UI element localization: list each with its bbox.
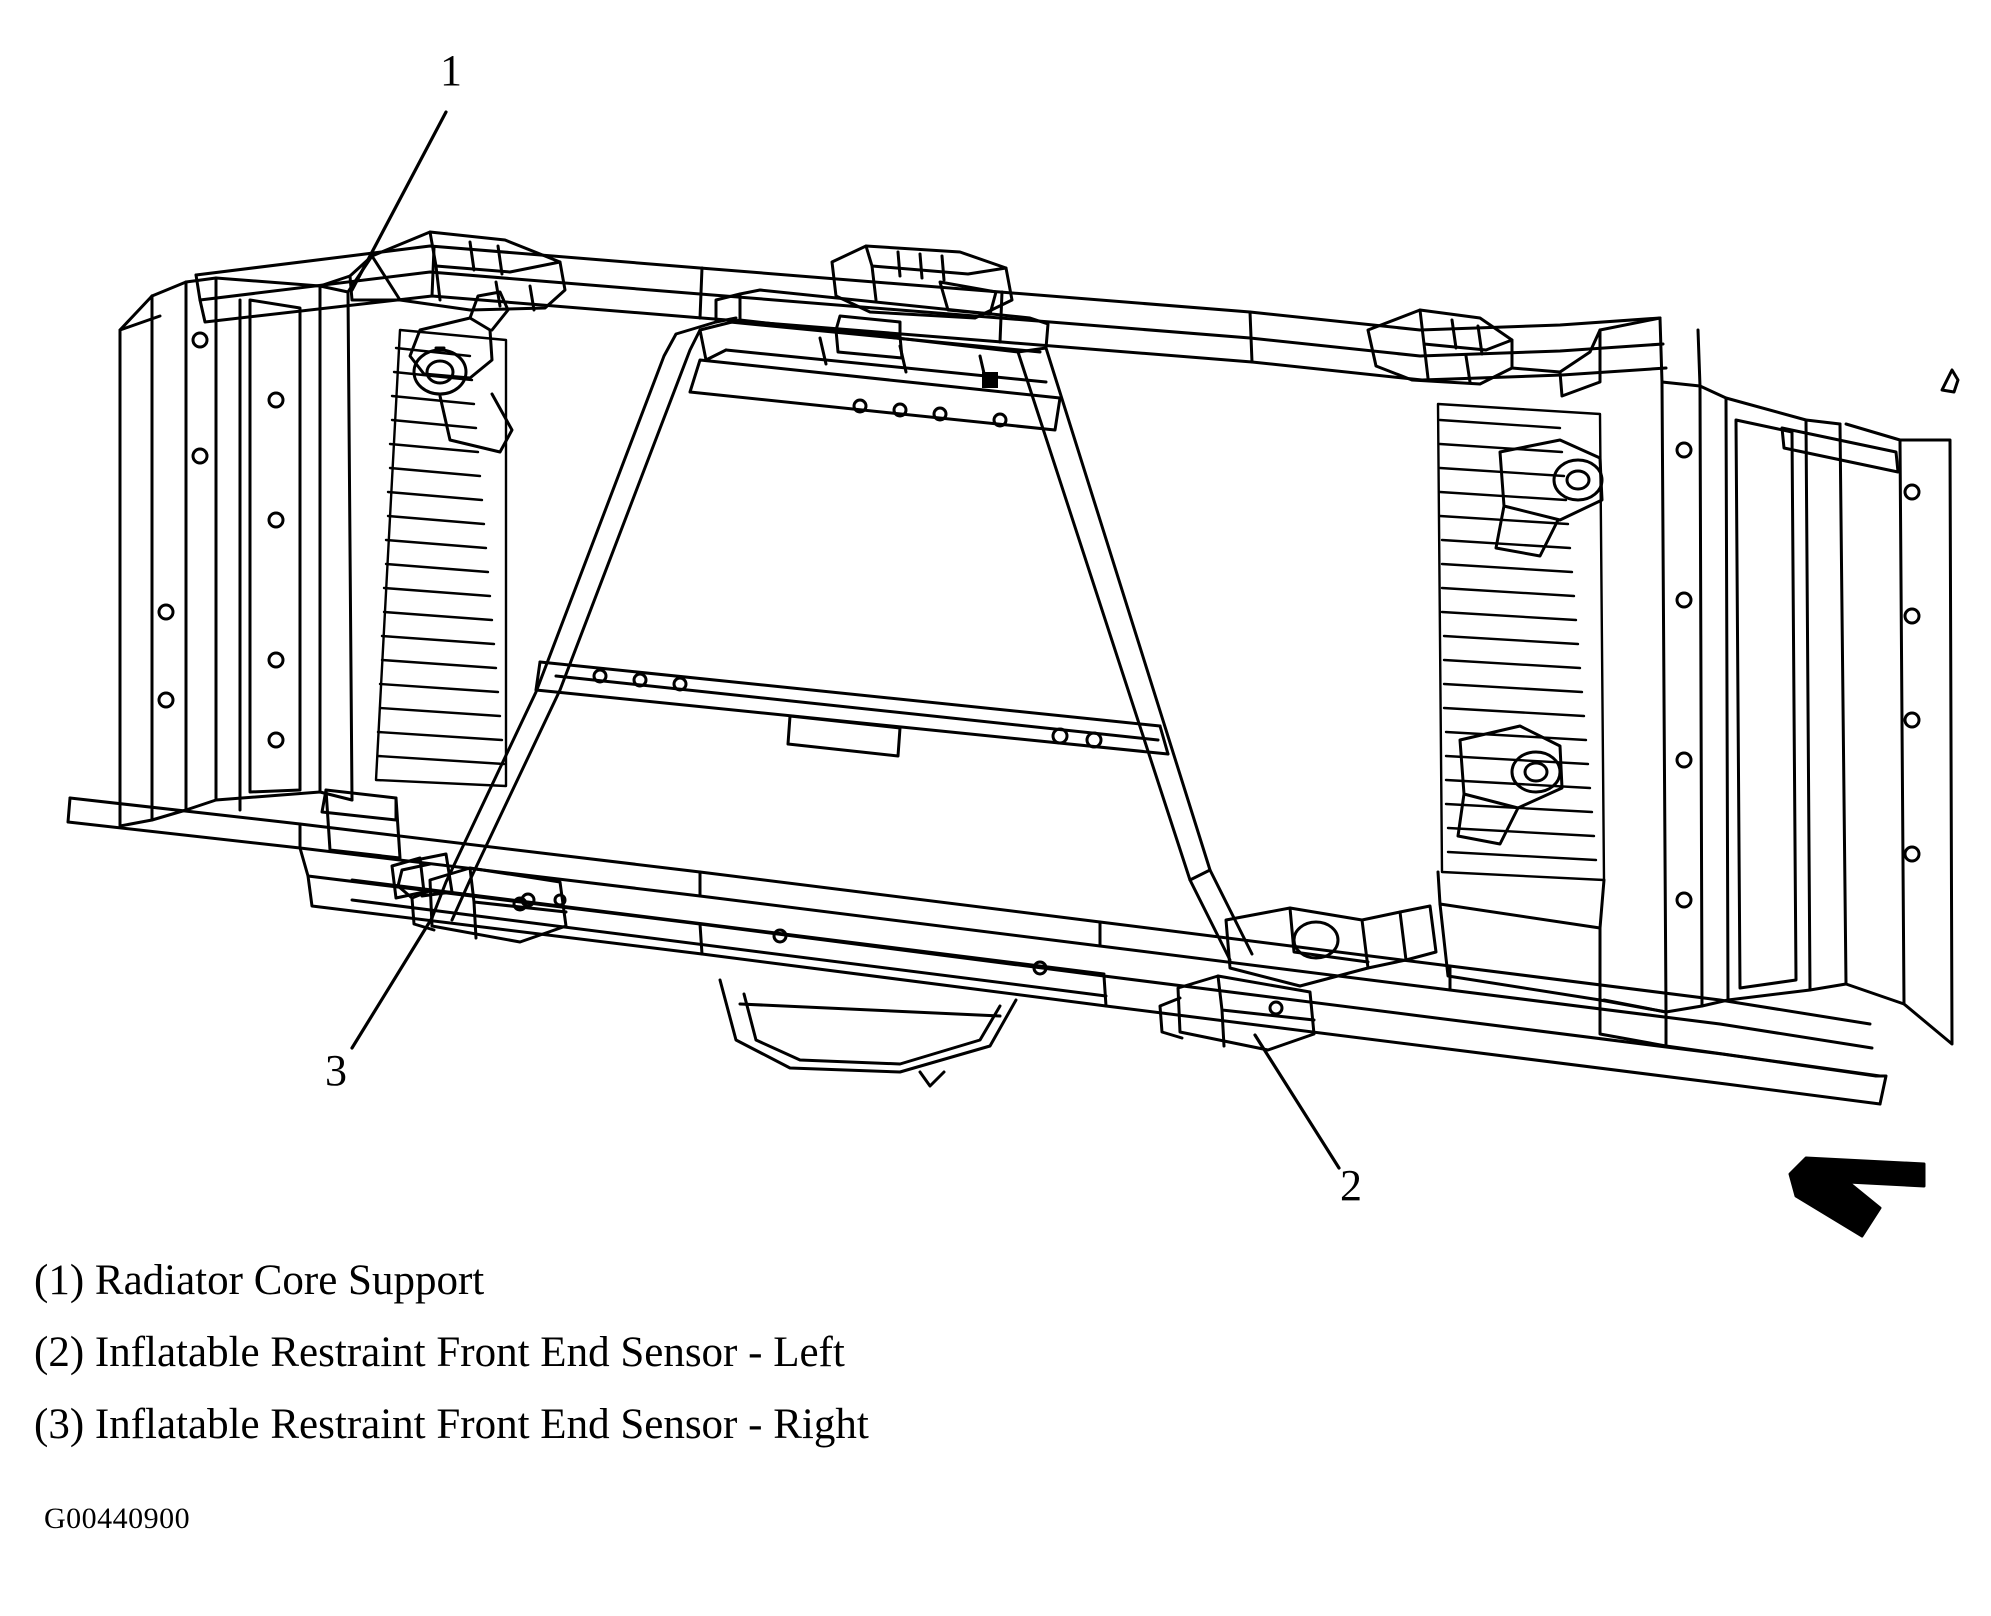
figure-id-label: G00440900: [44, 1502, 191, 1535]
legend-item-1: (1) Radiator Core Support: [34, 1257, 485, 1304]
center-support-frame: [432, 290, 1252, 960]
legend-item-3: (3) Inflatable Restraint Front End Sensor - Right: [34, 1401, 869, 1448]
bottom-right-rail: [1600, 1000, 1880, 1076]
hinge-knob-left: [410, 292, 512, 452]
forward-direction-arrow: [1790, 1158, 1924, 1236]
callout-number-1: 1: [440, 46, 462, 95]
right-lower-plate: [1438, 872, 1666, 1012]
right-end-panel: [1662, 370, 1958, 1044]
left-lower-plate: [322, 790, 400, 858]
front-end-sensor-left-part: [1160, 976, 1314, 1050]
legend: [34, 1245, 1234, 1461]
legend-item-2: (2) Inflatable Restraint Front End Sensor - Left: [34, 1329, 845, 1376]
lower-center-deflector: [720, 980, 1016, 1086]
callout-number-2: 2: [1340, 1161, 1362, 1210]
callout-number-3: 3: [325, 1046, 347, 1095]
right-upper-link: [1660, 318, 1700, 386]
left-end-panel: [120, 278, 352, 826]
